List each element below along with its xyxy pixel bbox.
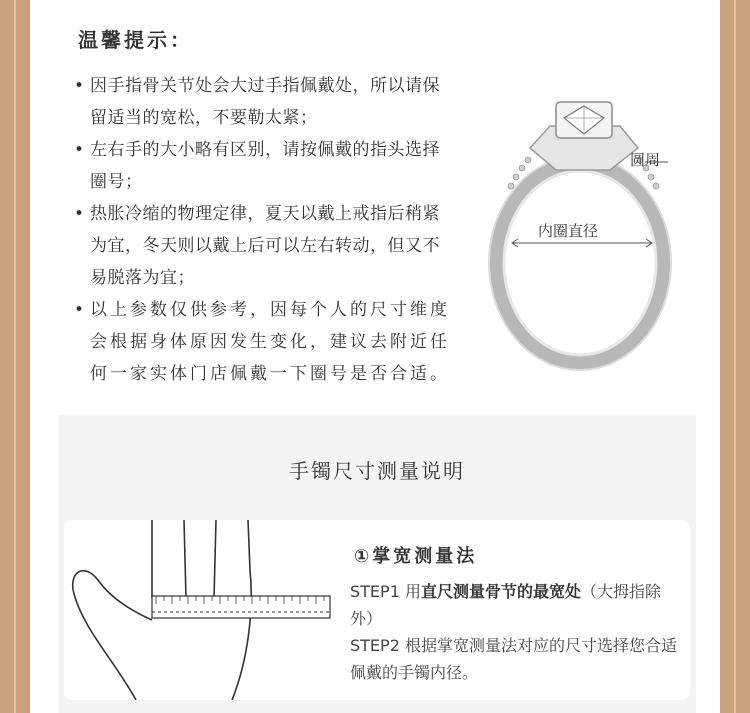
thumb-outline: [73, 571, 152, 700]
tip-item: • 热胀冷缩的物理定律，夏天以戴上戒指后稍紧为宜，冬天则以戴上后可以左右转动，但又不易脱落为宜；: [72, 198, 452, 294]
step2-text: STEP2 根据掌宽测量法对应的尺寸选择您合适佩戴的手镯内径。: [350, 636, 677, 682]
step1-emphasis: 直尺测量骨节的最宽处: [420, 582, 581, 601]
content-card: [30, 0, 720, 713]
method-steps: [350, 578, 680, 686]
method-title: ①掌宽测量法: [354, 546, 478, 567]
tips-list: [72, 70, 452, 390]
tip-item: • 因手指骨关节处会大过手指佩戴处，所以请保留适当的宽松，不要勒太紧；: [72, 70, 452, 134]
circumference-label: 圆周: [630, 151, 661, 169]
ruler: [152, 596, 330, 618]
step1-text: STEP1 用直尺测量骨节的最宽处（大拇指除外）: [350, 582, 661, 628]
bracelet-section-title: 手镯尺寸测量说明: [289, 459, 465, 483]
ring-outer-edge: [489, 156, 671, 370]
hand-measure-illustration: [64, 520, 334, 700]
tip-item: • 左右手的大小略有区别，请按佩戴的指头选择圈号；: [72, 134, 452, 198]
ring-band: [496, 163, 664, 363]
frame-line-right: [734, 0, 736, 713]
inner-diameter-label: 内圈直径: [538, 222, 599, 240]
tips-title: 温馨提示：: [78, 28, 193, 52]
ring-inner-edge: [504, 171, 656, 355]
method-card: [64, 520, 690, 700]
frame-line-left: [14, 0, 16, 713]
bracelet-section: [58, 415, 696, 713]
tip-item: • 以上参数仅供参考，因每个人的尺寸维度会根据身体原因发生变化，建议去附近任何一家实体门店佩戴一下圈号是否合适。: [72, 294, 452, 390]
